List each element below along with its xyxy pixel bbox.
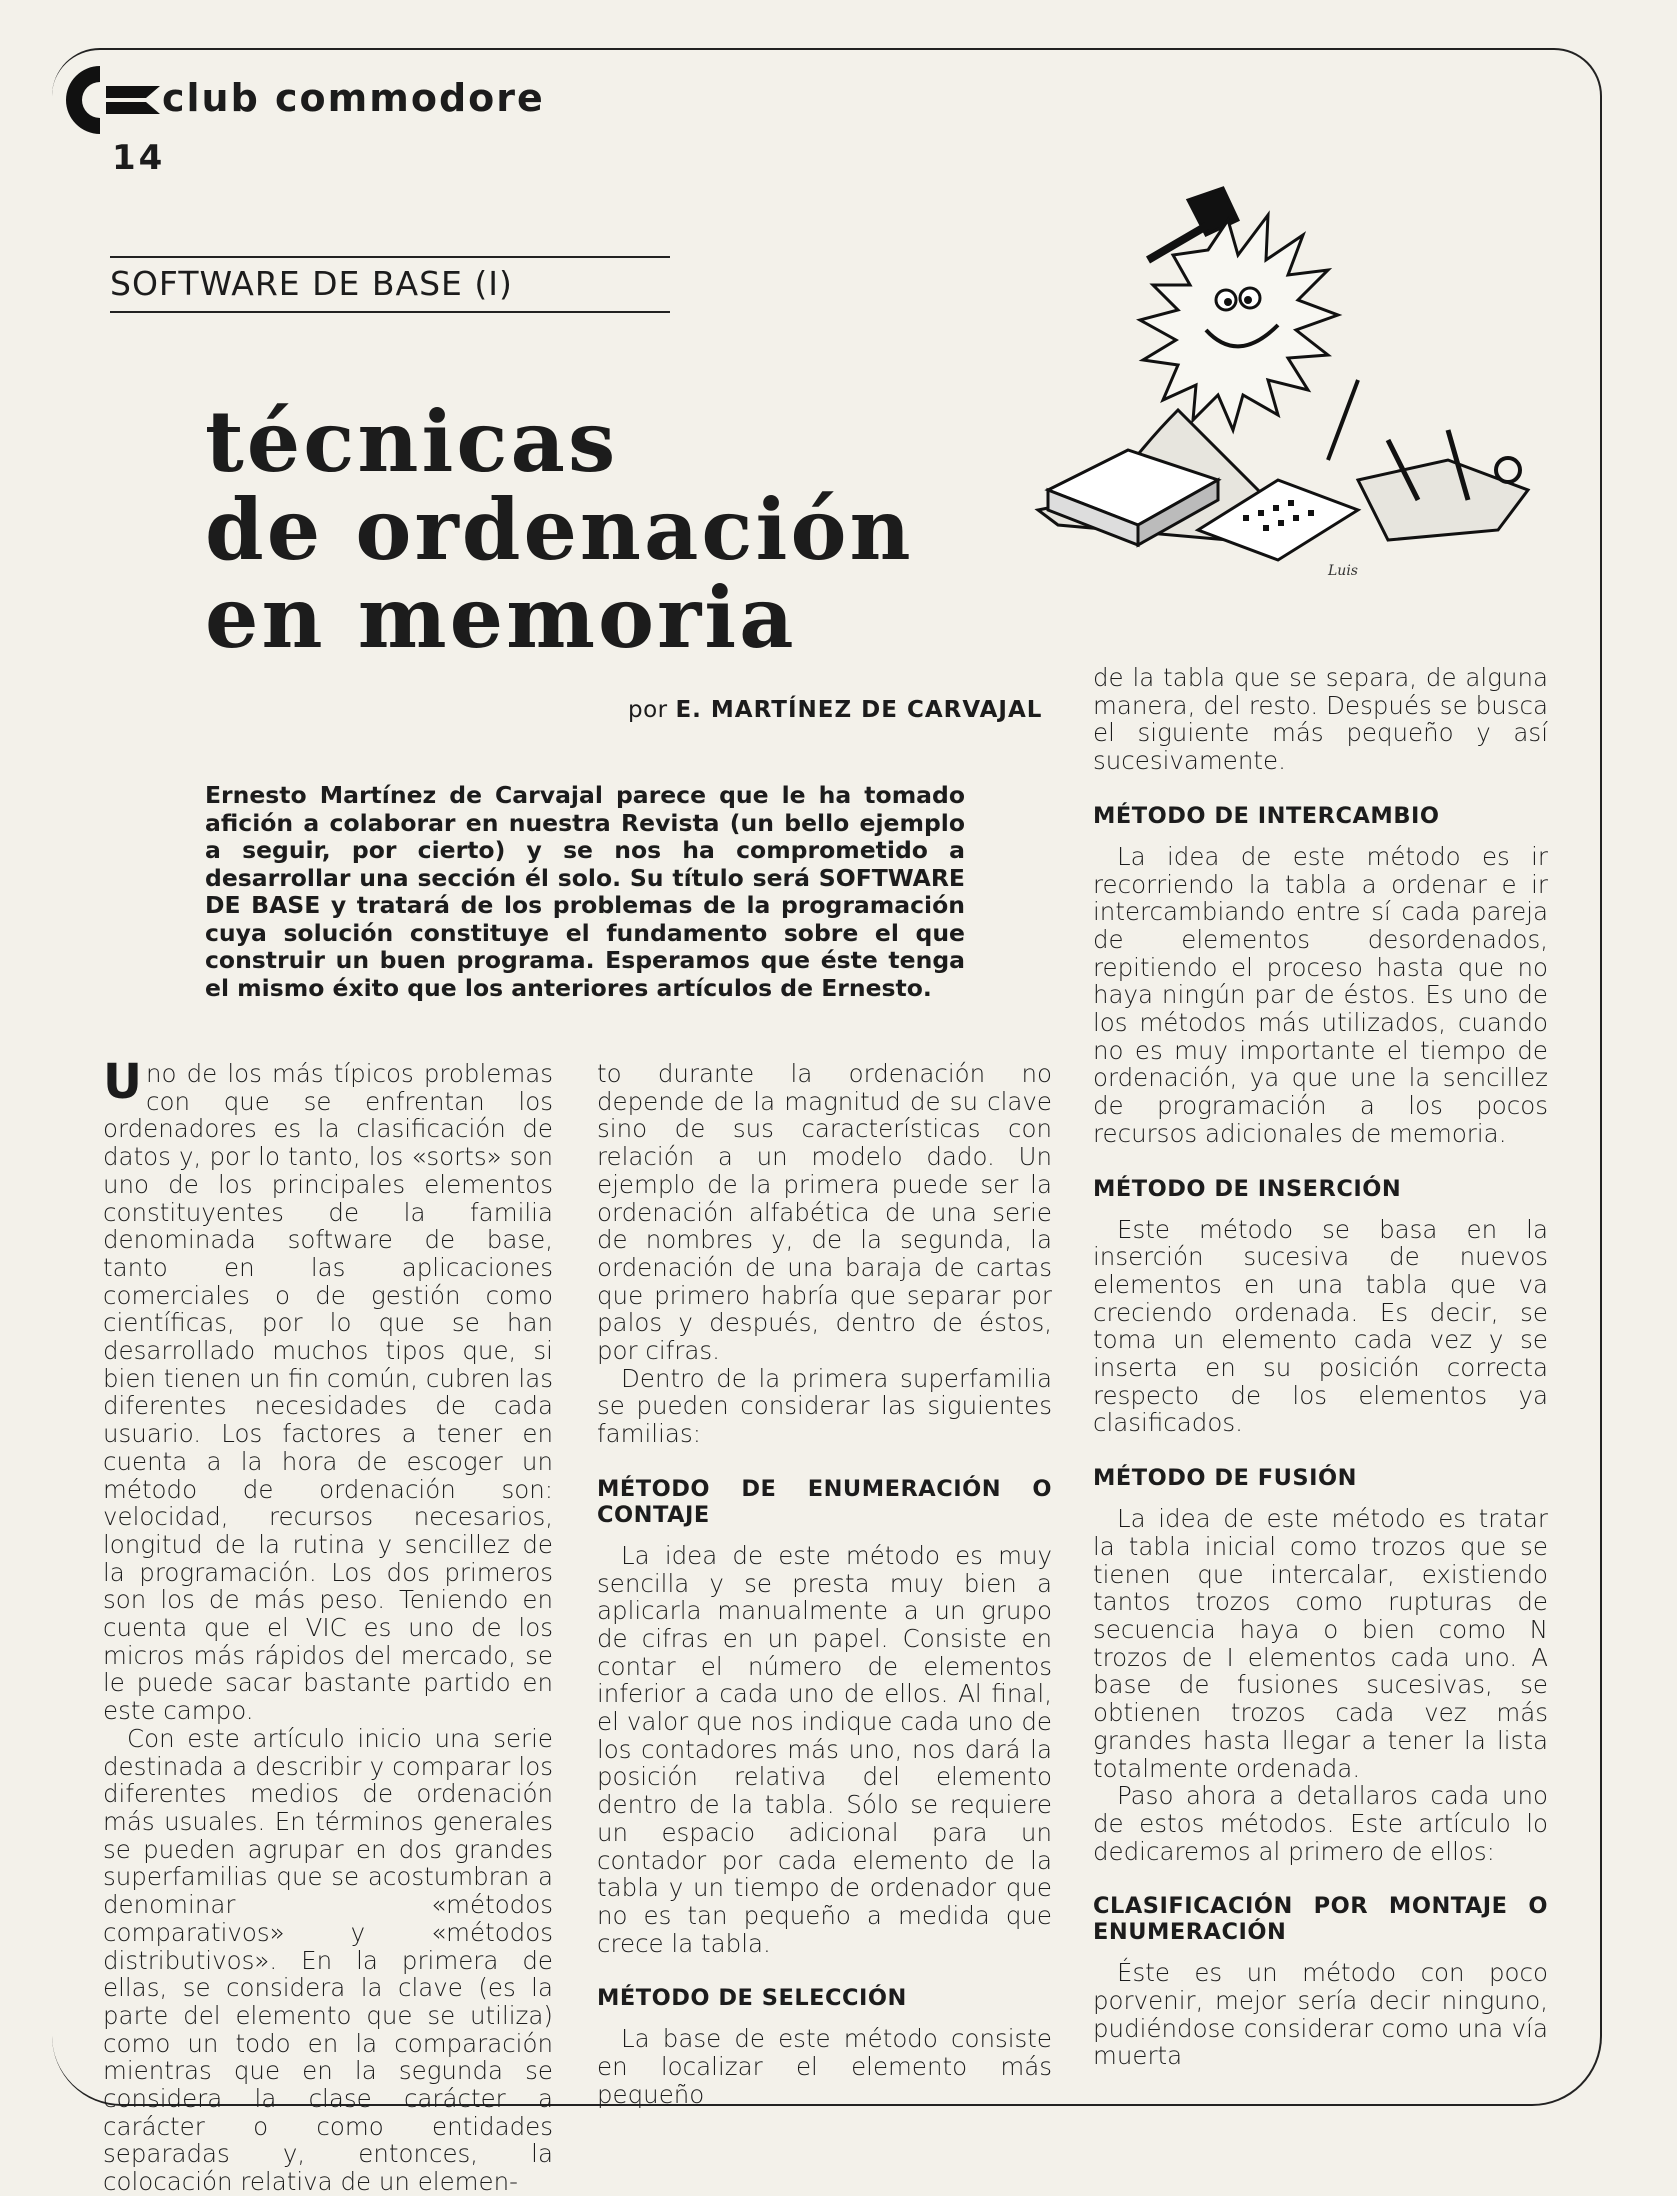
illustration-signature: Luis	[1328, 563, 1358, 579]
column-3	[1093, 664, 1548, 2070]
heading-intercambio: MÉTODO DE INTERCAMBIO	[1093, 802, 1440, 829]
title-line-2: de ordenación	[205, 480, 914, 579]
col3-paragraph-0: de la tabla que se separa, de alguna manera, del resto. Después se busca el siguiente más pequeño y así sucesivamente.	[1093, 663, 1548, 776]
column-1	[103, 1054, 553, 2196]
col1-p1-text: no de los más típicos problemas con que se enfrentan los ordenadores es la clasificación de datos y, por lo tanto, los «sorts» son uno de los principales elementos constituyentes de la familia denominada software de base, tanto en las aplicaciones comerciales o de gestión como científicas, por lo que se han desarrollado muchos tipos que, si bien tienen un fin común, cubren las diferentes necesidades de cada usuario. Los factores a tener en cuenta a la hora de escoger un método de ordenación son: velocidad, recursos necesarios, longitud de la rutina y sencillez de la programación. Los dos primeros son los de más peso. Teniendo en cuenta que el VIC es uno de los micros más rápidos del mercado, se le puede sacar bastante partido en este campo.	[103, 1059, 553, 1726]
col3-paragraph-1: La idea de este método es ir recorriendo la tabla a ordenar e ir intercambiando entre sí cada pareja de elementos desordenados, repitiendo el proceso hasta que no haya ningún par de éstos. Es uno de los métodos más utilizados, cuando no es muy importante el tiempo de ordenación, ya que une la sencillez de programación a los pocos recursos adicionales de memoria.	[1093, 841, 1548, 1148]
drop-cap: U	[103, 1054, 142, 1110]
col1-paragraph-2: Con este artículo inicio una serie destinada a describir y comparar los diferentes medios de ordenación más usuales. En términos generales se pueden agrupar en dos grandes superfamilias que se acostumbran a denominar «métodos comparativos» y «métodos distributivos». En la primera de ellas, se considera la clave (es la parte del elemento que se utiliza) como un todo en la comparación mientras que en la segunda se considera la clase carácter a carácter o como entidades separadas y, entonces, la colocación relativa de un elemen-	[103, 1723, 553, 2196]
toolbox-icon	[1328, 380, 1528, 540]
column-2	[597, 1060, 1052, 2109]
heading-enumeracion: MÉTODO DE ENUMERACIÓN O CONTAJE	[597, 1475, 1052, 1528]
heading-clasificacion: CLASIFICACIÓN POR MONTAJE O ENUMERACIÓN	[1093, 1893, 1548, 1946]
byline-author: E. MARTÍNEZ DE CARVAJAL	[675, 697, 1043, 723]
brand-name: club commodore	[162, 76, 545, 120]
heading-insercion: MÉTODO DE INSERCIÓN	[1093, 1175, 1402, 1202]
intro-paragraph: Ernesto Martínez de Carvajal parece que le ha tomado afición a colaborar en nuestra Revista (un bello ejemplo a seguir, por cierto) y se nos ha comprometido a desarrollar una sección él solo. Su título será SOFTWARE DE BASE y tratará de los problemas de la programación cuya solución constituye el fundamento sobre el que construir un buen programa. Esperamos que éste tenga el mismo éxito que los anteriores artículos de Ernesto.	[205, 781, 965, 1002]
article-title	[205, 392, 914, 667]
title-line-3: en memoria	[205, 568, 797, 667]
heading-seleccion: MÉTODO DE SELECCIÓN	[597, 1985, 907, 2012]
col3-paragraph-4: Paso ahora a detallaros cada uno de estos métodos. Este artículo lo dedicaremos al primero de ellos:	[1093, 1781, 1548, 1866]
col1-paragraph-1	[103, 1054, 553, 1726]
title-line-1: técnicas	[205, 392, 619, 491]
col2-paragraph-1: to durante la ordenación no depende de la magnitud de su clave sino de sus características con relación a un modelo dado. Un ejemplo de la primera puede ser la ordenación alfabética de una serie de nombres y, de la segunda, la ordenación de una baraja de cartas que primero habría que separar por palos y después, dentro de éstos, por cifras.	[597, 1059, 1052, 1366]
commodore-logo-icon	[56, 62, 162, 138]
creature-illustration	[1028, 180, 1548, 580]
col2-paragraph-3: La idea de este método es muy sencilla y se presta muy bien a aplicarla manualmente a un grupo de cifras en un papel. Consiste en contar el número de elementos inferior a cada uno de ellos. Al final, el valor que nos indique cada uno de los contadores más uno, nos dará la posición relativa del elemento dentro de la tabla. Sólo se requiere un espacio adicional para un contador por cada elemento de la tabla y un tiempo de ordenador que no es tan pequeño a medida que crece la tabla.	[597, 1540, 1052, 1958]
col3-paragraph-3: La idea de este método es tratar la tabla inicial como trozos que se tienen que intercalar, existiendo tantos trozos como rupturas de secuencia haya o bien como N trozos de I elementos cada uno. A base de fusiones sucesivas, se obtienen trozos cada vez más grandes hasta llegar a tener la lista totalmente ordenada.	[1093, 1504, 1548, 1783]
col2-paragraph-4: La base de este método consiste en localizar el elemento más pequeño	[597, 2024, 1052, 2109]
heading-fusion: MÉTODO DE FUSIÓN	[1093, 1465, 1357, 1492]
section-title: SOFTWARE DE BASE (I)	[110, 256, 670, 313]
col3-paragraph-2: Este método se basa en la inserción sucesiva de nuevos elementos en una tabla que va creciendo ordenada. Es decir, se toma un elemento cada vez y se inserta en su posición correcta respecto de los elementos ya clasificados.	[1093, 1214, 1548, 1438]
page-number: 14	[112, 138, 166, 178]
col3-paragraph-5: Éste es un método con poco porvenir, mejor sería decir ninguno, pudiéndose considerar como una vía muerta	[1093, 1958, 1548, 2071]
byline-prefix: por	[628, 697, 668, 723]
col2-paragraph-2: Dentro de la primera superfamilia se pueden considerar las siguientes familias:	[597, 1363, 1052, 1449]
byline	[628, 697, 1042, 723]
